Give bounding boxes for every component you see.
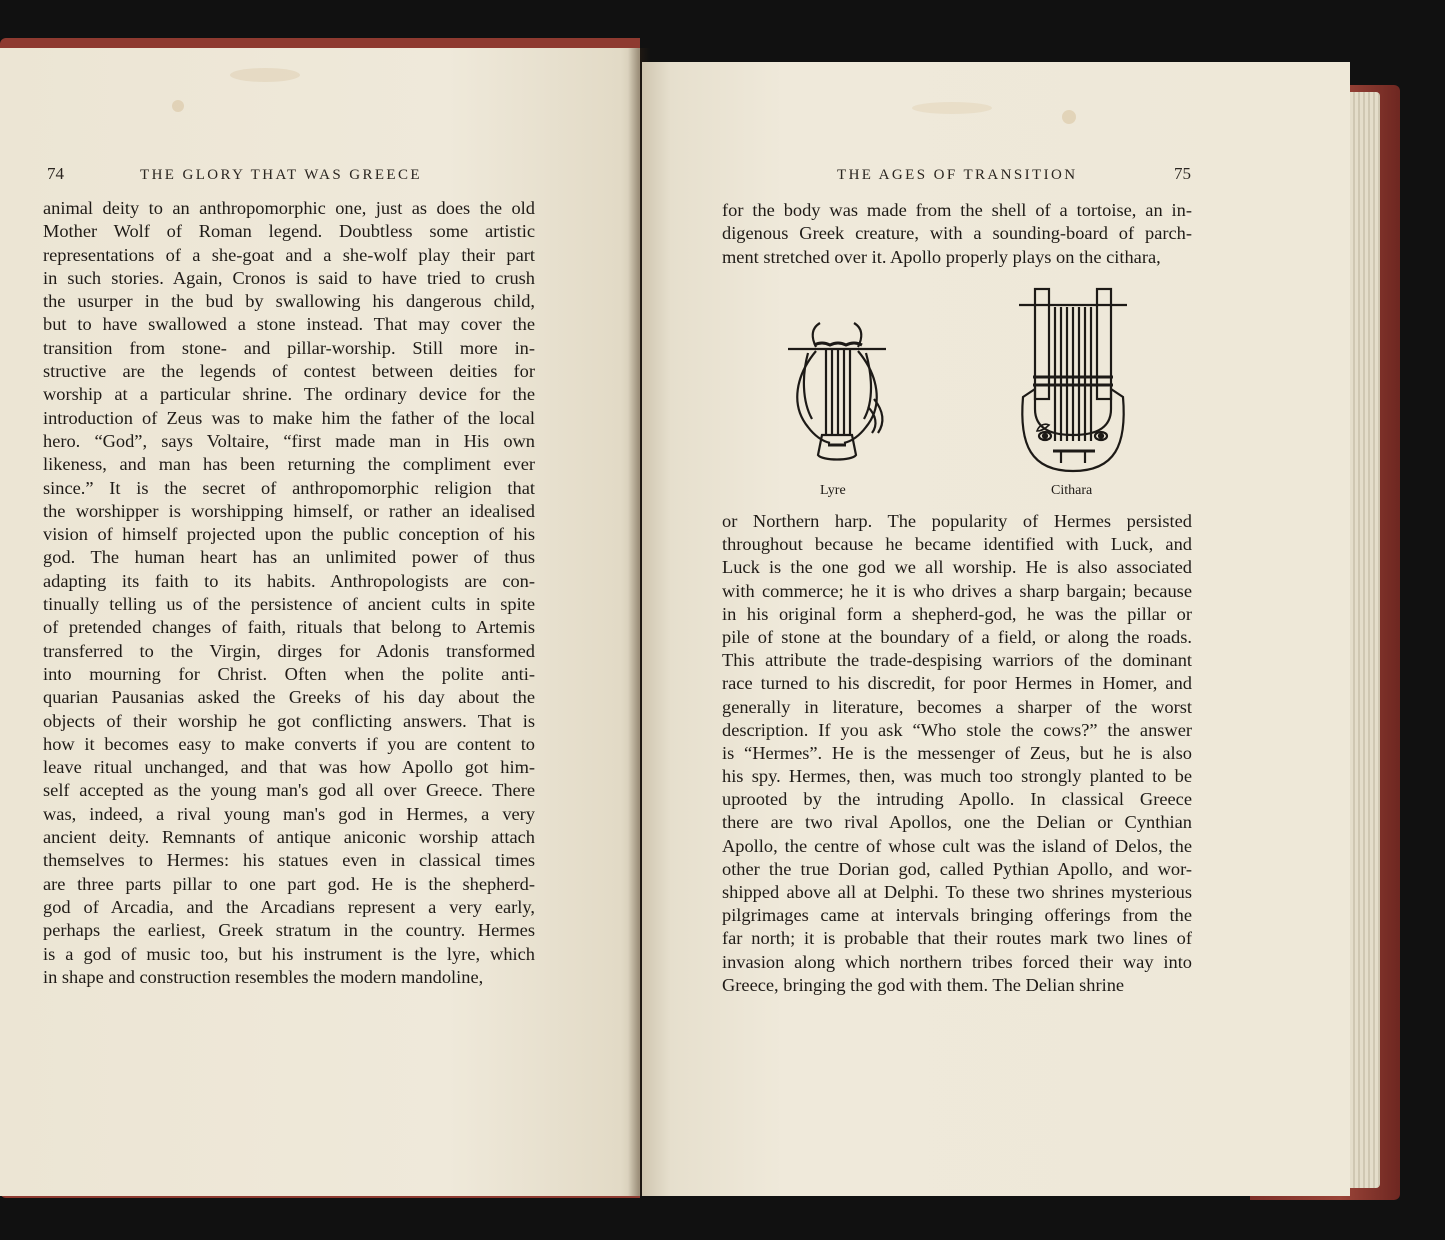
text-line: representations of a she-goat and a she-wolf play their part bbox=[43, 244, 535, 265]
text-line: how it becomes easy to make converts if you are content to bbox=[43, 733, 535, 754]
text-line: in shape and construction resembles the modern mandoline, bbox=[43, 966, 484, 987]
foxing-spot bbox=[1062, 110, 1076, 124]
text-line: likeness, and man has been returning the compliment ever bbox=[43, 454, 535, 475]
text-line: Luck is the one god we all worship. He is also associated bbox=[722, 557, 1192, 578]
text-line: Mother Wolf of Roman legend. Doubtless some artistic bbox=[43, 221, 535, 242]
text-line: is “Hermes”. He is the messenger of Zeus, but he is also bbox=[722, 742, 1192, 763]
right-running-head: THE AGES OF TRANSITION bbox=[837, 167, 1078, 183]
text-line: was, indeed, a rival young man's god in Hermes, a very bbox=[43, 803, 535, 824]
foxing-spot bbox=[912, 102, 992, 114]
right-page-number: 75 bbox=[1174, 164, 1191, 183]
text-line: transferred to the Virgin, dirges for Adonis transformed bbox=[43, 640, 535, 661]
left-running-head: THE GLORY THAT WAS GREECE bbox=[140, 167, 422, 183]
foxing-spot bbox=[230, 68, 300, 82]
text-line: uprooted by the intruding Apollo. In classical Greece bbox=[722, 789, 1192, 810]
lyre-caption: Lyre bbox=[820, 483, 846, 498]
text-line: structive are the legends of contest between deities for bbox=[43, 361, 535, 382]
text-line: self accepted as the young man's god all over Greece. There bbox=[43, 780, 535, 801]
text-line: in his original form a shepherd-god, he was the pillar or bbox=[722, 603, 1192, 624]
text-line: far north; it is probable that their routes mark two lines of bbox=[722, 928, 1192, 949]
text-line: ancient deity. Remnants of antique aniconic worship attach bbox=[43, 827, 535, 848]
text-line: but to have swallowed a stone instead. That may cover the bbox=[43, 314, 535, 335]
text-line: the worshipper is worshipping himself, or rather an idealised bbox=[43, 500, 535, 521]
text-line: are three parts pillar to one part god. He is the shepherd- bbox=[43, 873, 535, 894]
text-line: ment stretched over it. Apollo properly plays on the cithara, bbox=[722, 246, 1161, 267]
lyre-drawing-icon bbox=[782, 315, 894, 470]
right-body-text-bottom bbox=[722, 510, 1192, 997]
text-line: perhaps the earliest, Greek stratum in the country. Hermes bbox=[43, 920, 535, 941]
text-line: Apollo, the centre of whose cult was the island of Delos, the bbox=[722, 835, 1192, 856]
text-line: in such stories. Again, Cronos is said to have tried to crush bbox=[43, 267, 535, 288]
text-line: throughout because he became identified with Luck, and bbox=[722, 534, 1192, 555]
foxing-spot bbox=[172, 100, 184, 112]
text-line: of pretended changes of faith, rituals that belong to Artemis bbox=[43, 617, 535, 638]
text-line: there are two rival Apollos, one the Delian or Cynthian bbox=[722, 812, 1192, 833]
text-line: hero. “God”, says Voltaire, “first made man in His own bbox=[43, 430, 535, 451]
text-line: generally in literature, becomes a sharper of the worst bbox=[722, 696, 1192, 717]
text-line: or Northern harp. The popularity of Hermes persisted bbox=[722, 511, 1192, 531]
text-line: quarian Pausanias asked the Greeks of his day about the bbox=[43, 687, 535, 708]
text-line: for the body was made from the shell of a tortoise, an in- bbox=[722, 200, 1192, 220]
text-line: is a god of music too, but his instrument is the lyre, which bbox=[43, 943, 535, 964]
text-line: adapting its faith to its habits. Anthropologists are con- bbox=[43, 570, 535, 591]
text-line: pile of stone at the boundary of a field, or along the roads. bbox=[722, 626, 1192, 647]
text-line: transition from stone- and pillar-worship. Still more in- bbox=[43, 337, 535, 358]
text-line: invasion along which northern tribes forced their way into bbox=[722, 951, 1192, 972]
text-line: worship at a particular shrine. The ordinary device for the bbox=[43, 384, 535, 405]
text-line: pilgrimages came at intervals bringing offerings from the bbox=[722, 905, 1192, 926]
text-line: description. If you ask “Who stole the cows?” the answer bbox=[722, 719, 1192, 740]
text-line: god of Arcadia, and the Arcadians represent a very early, bbox=[43, 896, 535, 917]
text-line: leave ritual unchanged, and that was how Apollo got him- bbox=[43, 757, 535, 778]
text-line: animal deity to an anthropomorphic one, just as does the old bbox=[43, 198, 535, 218]
left-page-number: 74 bbox=[47, 164, 64, 183]
text-line: This attribute the trade-despising warriors of the dominant bbox=[722, 650, 1192, 671]
text-line: objects of their worship he got conflicting answers. That is bbox=[43, 710, 535, 731]
right-body-text-top bbox=[722, 199, 1192, 269]
cithara-caption: Cithara bbox=[1051, 483, 1093, 498]
text-line: since.” It is the secret of anthropomorphic religion that bbox=[43, 477, 535, 498]
text-line: his spy. Hermes, then, was much too strongly planted to be bbox=[722, 766, 1192, 787]
text-line: the usurper in the bud by swallowing his dangerous child, bbox=[43, 291, 535, 312]
text-line: race turned to his discredit, for poor Hermes in Homer, and bbox=[722, 673, 1192, 694]
text-line: with commerce; he it is who drives a sharp bargain; because bbox=[722, 580, 1192, 601]
text-line: into mourning for Christ. Often when the polite anti- bbox=[43, 663, 535, 684]
text-line: tinually telling us of the persistence of ancient cults in spite bbox=[43, 594, 535, 615]
text-line: other the true Dorian god, called Pythian Apollo, and wor- bbox=[722, 858, 1192, 879]
cithara-drawing-icon bbox=[1015, 285, 1131, 477]
text-line: shipped above all at Delphi. To these two shrines mysterious bbox=[722, 882, 1192, 902]
text-line: god. The human heart has an unlimited power of thus bbox=[43, 547, 535, 568]
text-line: vision of himself projected upon the public conception of his bbox=[43, 524, 535, 545]
text-line: introduction of Zeus was to make him the father of the local bbox=[43, 407, 535, 428]
text-line: Greece, bringing the god with them. The Delian shrine bbox=[722, 974, 1125, 995]
text-line: themselves to Hermes: his statues even in classical times bbox=[43, 850, 535, 871]
text-line: digenous Greek creature, with a sounding-board of parch- bbox=[722, 223, 1192, 244]
left-body-text bbox=[43, 197, 535, 989]
